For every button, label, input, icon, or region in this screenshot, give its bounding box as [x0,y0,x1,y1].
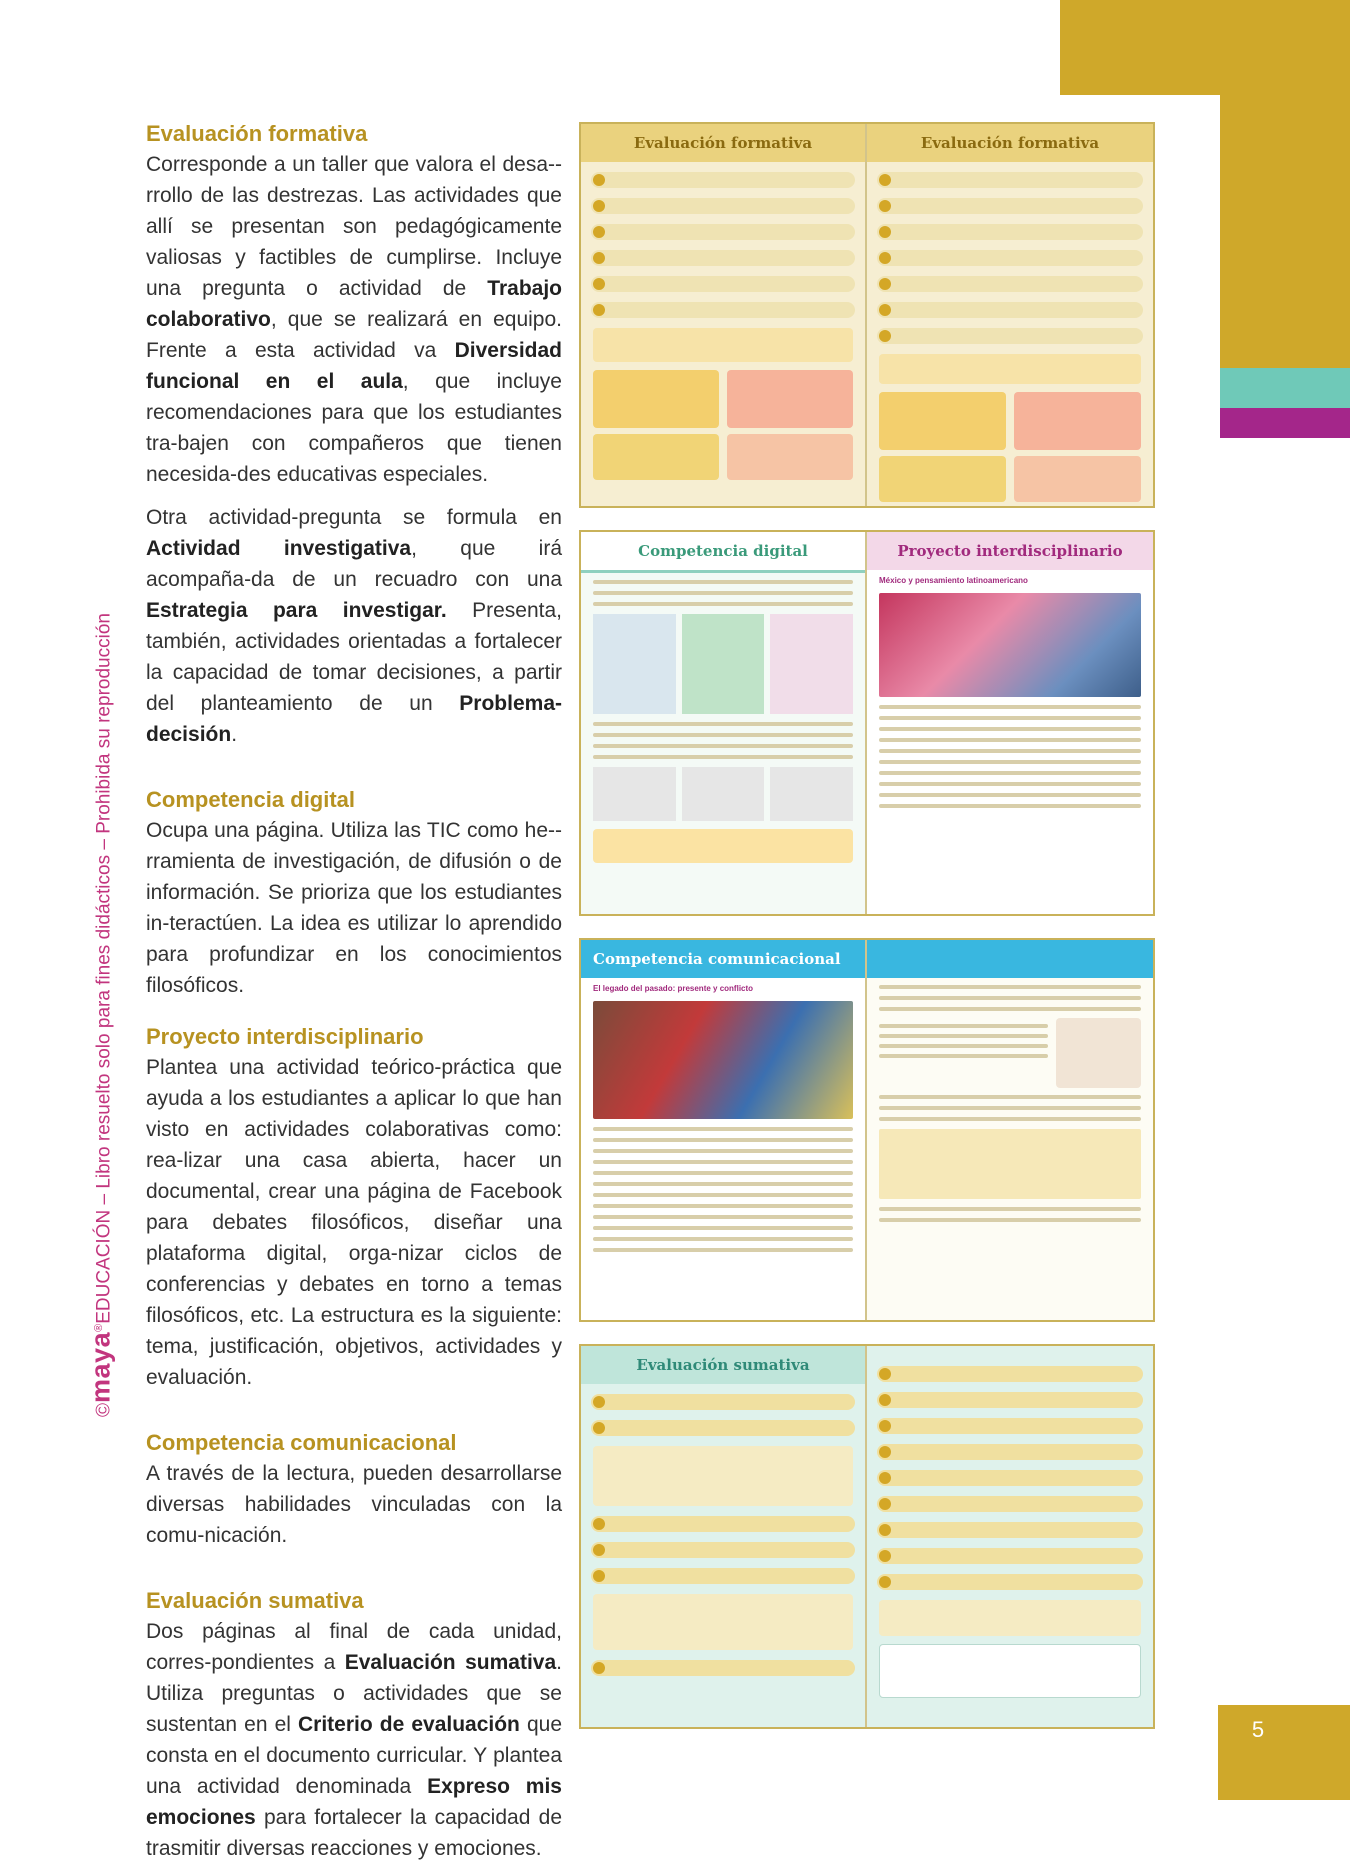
thumbnail-page-left [581,532,867,914]
corner-decoration [1060,0,1350,95]
thumbnail-evaluacion-sumativa [579,1344,1155,1729]
thumbnail-evaluacion-formativa [579,122,1155,508]
section [146,1021,562,1393]
thumbnail-page-left [581,124,867,506]
thumbnail-title: Proyecto interdisciplinario [867,532,1153,570]
thumbnail-page-right [867,532,1153,914]
section [146,1585,562,1864]
section [146,784,562,1001]
section-paragraph: A través de la lectura, pueden desarrollarse diversas habilidades vinculadas con la comu-nicación. [146,1462,562,1547]
section-heading: Competencia comunicacional [146,1430,457,1455]
section [146,1427,562,1551]
side-decoration [1220,95,1350,370]
section [146,118,562,750]
section-heading: Evaluación formativa [146,121,368,146]
thumbnail-title: Competencia digital [581,532,865,573]
section-paragraph: Plantea una actividad teórico-práctica que ayuda a los estudiantes a aplicar lo que han visto en actividades colaborativas como: rea-lizar una casa abierta, hacer un documental, crear una página de Facebook para debates filosóficos, diseñar una plataforma digital, orga-nizar ciclos de conferencias y debates en torno a temas filosóficos, etc. La estructura es la siguiente: tema, justificación, objetivos, actividades y evaluación. [146,1056,562,1389]
thumbnail-subtitle: México y pensamiento latinoamericano [879,576,1028,585]
section-paragraph: Ocupa una página. Utiliza las TIC como he-rramienta de investigación, de difusión o de información. Se prioriza que los estudiantes in-teractúen. La idea es utilizar lo aprendido para profundizar en los conocimientos filosóficos. [146,819,562,997]
thumbnail-subtitle: El legado del pasado: presente y conflicto [593,984,754,993]
page-number: 5 [1251,1717,1265,1742]
text-column [146,118,562,1864]
thumbnail-page-left [581,940,867,1320]
section-heading: Proyecto interdisciplinario [146,1024,424,1049]
thumbnail-page-right [867,1346,1153,1727]
thumbnail-competencia-comunicacional [579,938,1155,1322]
thumbnail-page-right [867,124,1153,506]
section-paragraph: Otra actividad-pregunta se formula en Actividad investigativa, que irá acompaña-da de un recuadro con una Estrategia para investigar. Presenta, también, actividades orientadas a fortalecer la capacidad de tomar decisiones, a partir del planteamiento de un Problema-decisión. [146,506,562,746]
thumbnail-title: Evaluación sumativa [581,1346,865,1384]
thumbnail-title: Evaluación formativa [867,124,1153,162]
thumbnail-page-left [581,1346,867,1727]
section-heading: Competencia digital [146,787,356,812]
section-heading: Evaluación sumativa [146,1588,364,1613]
teal-stripe [1220,368,1350,408]
magenta-stripe [1220,408,1350,438]
thumbnail-competencia-digital [579,530,1155,916]
thumbnail-title: Evaluación formativa [581,124,865,162]
copyright-notice: ©maya®EDUCACIÓN – Libro resuelto solo para fines didácticos – Prohibida su reproducción [85,613,116,1417]
thumbnail-title: Competencia comunicacional [581,940,865,978]
thumbnail-page-right [867,940,1153,1320]
section-paragraph: Corresponde a un taller que valora el desa-rrollo de las destrezas. Las actividades que allí se presentan son pedagógicamente valiosas y factibles de cumplirse. Incluye una pregunta o actividad de Trabajo colaborativo, que se realizará en equipo. Frente a esta actividad va Diversidad funcional en el aula, que incluye recomendaciones para que los estudiantes tra-bajen con compañeros que tienen necesida-des educativas especiales. [146,153,562,486]
section-paragraph: Dos páginas al final de cada unidad, corres-pondientes a Evaluación sumativa. Utiliza preguntas o actividades que se sustentan en el Criterio de evaluación que consta en el documento curricular. Y plantea una actividad denominada Expreso mis emociones para fortalecer la capacidad de trasmitir diversas reacciones y emociones. [146,1620,563,1860]
